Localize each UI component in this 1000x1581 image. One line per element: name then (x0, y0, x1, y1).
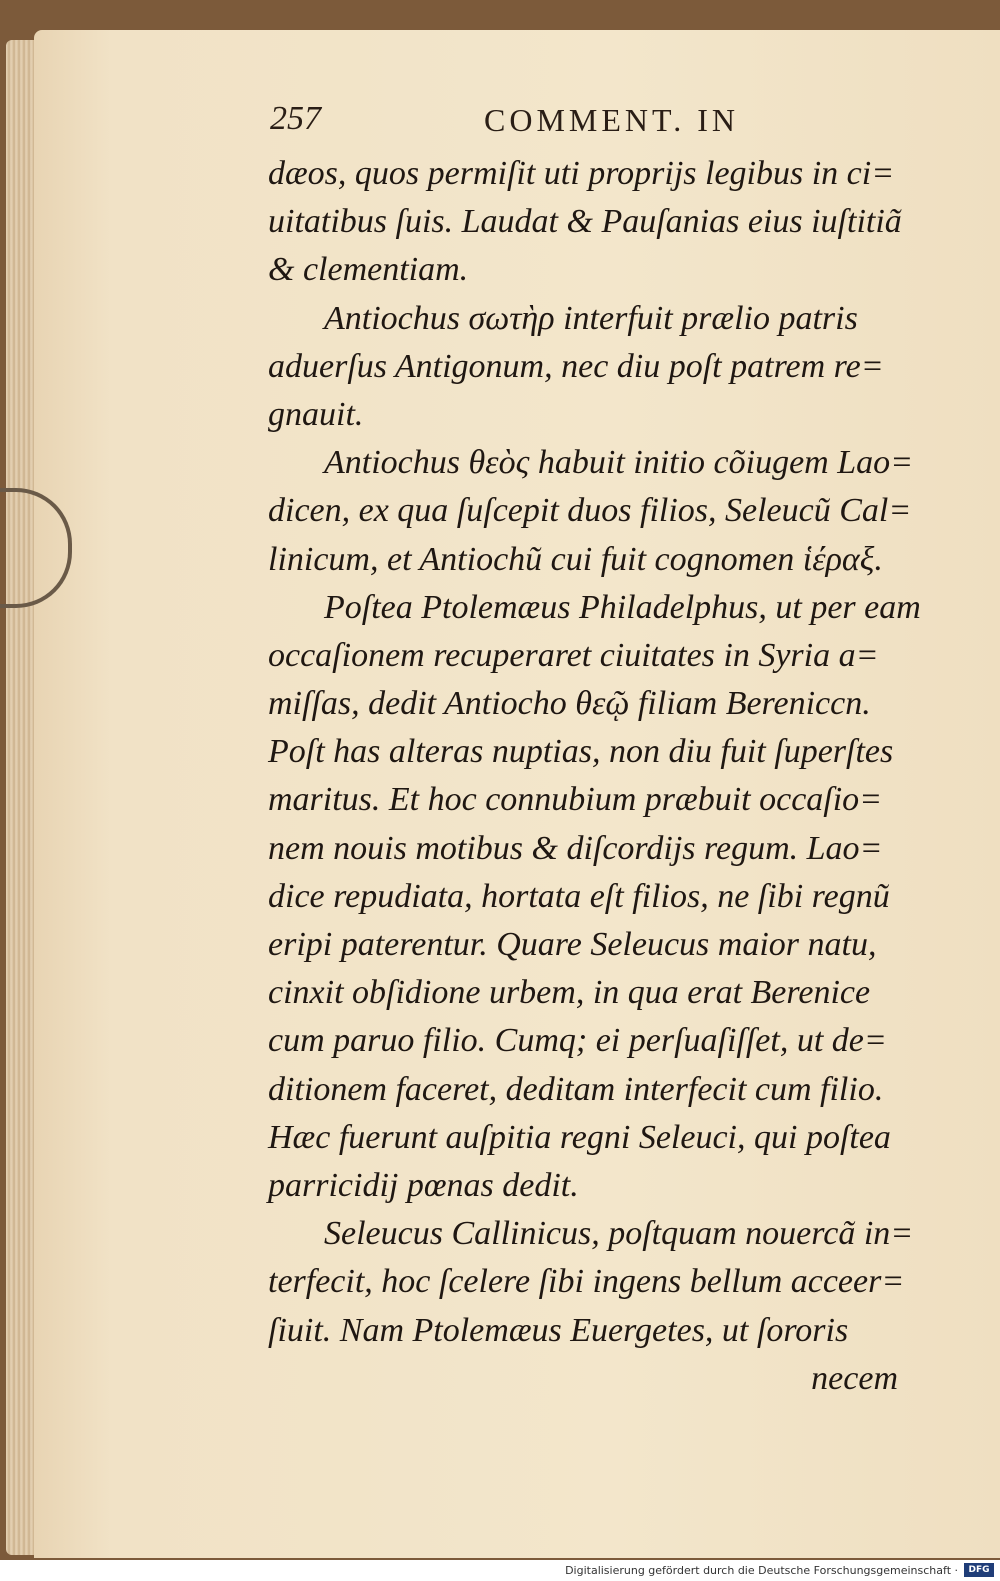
text-line: uitatibus ſuis. Laudat & Pauſanias eius iuſtitiã (268, 203, 902, 241)
text-line: ditionem faceret, deditam interfecit cum filio. (268, 1070, 884, 1108)
text-line: & clementiam. (268, 251, 469, 289)
text-line: ſiuit. Nam Ptolemæus Euergetes, ut ſororis (268, 1311, 849, 1349)
text-line: maritus. Et hoc connubium præbuit occaſio= (268, 781, 883, 819)
text-line: Seleucus Callinicus, poſtquam nouercã in= (324, 1215, 914, 1253)
text-line: Poſtea Ptolemæus Philadelphus, ut per eam (324, 588, 921, 626)
text-line: dice repudiata, hortata eſt filios, ne ſibi regnũ (268, 877, 890, 915)
text-line: cum paruo filio. Cumq; ei perſuaſiſſet, ut de= (268, 1022, 887, 1060)
text-line: Hæc fuerunt auſpitia regni Seleuci, qui poſtea (268, 1118, 891, 1156)
text-line: miſſas, dedit Antiocho θεῷ filiam Bereniccn. (268, 685, 871, 723)
text-line: terfecit, hoc ſcelere ſibi ingens bellum acceer= (268, 1263, 905, 1301)
text-line: Antiochus θεὸς habuit initio cõiugem Lao= (324, 444, 914, 482)
text-line: linicum, et Antiochũ cui fuit cognomen ἱέραξ. (268, 540, 883, 578)
body-text (268, 150, 928, 1403)
text-line: gnauit. (268, 395, 364, 433)
text-line: Poſt has alteras nuptias, non diu fuit ſuperſtes (268, 733, 894, 771)
text-line: dæos, quos permiſit uti proprijs legibus in ci= (268, 155, 895, 192)
text-line: aduerſus Antigonum, nec diu poſt patrem re= (268, 347, 884, 385)
text-line: cinxit obſidione urbem, in qua erat Berenice (268, 974, 871, 1012)
footer-bar (0, 1560, 1000, 1581)
footer-credit: Digitalisierung gefördert durch die Deutsche Forschungsgemeinschaft · (565, 1564, 958, 1577)
folio-number: 257 (270, 100, 321, 137)
text-line: nem nouis motibus & diſcordijs regum. Lao= (268, 829, 883, 867)
dfg-logo: DFG (964, 1563, 994, 1577)
running-title: COMMENT. IN (484, 102, 739, 138)
page-header (270, 100, 910, 140)
text-line: parricidij pœnas dedit. (268, 1166, 579, 1204)
text-line: dicen, ex qua ſuſcepit duos filios, Seleucũ Cal= (268, 492, 912, 530)
text-line: Antiochus σωτὴρ interfuit prælio patris (324, 299, 858, 337)
text-line: occaſionem recuperaret ciuitates in Syria a= (268, 636, 879, 674)
text-line: eripi paterentur. Quare Seleucus maior natu, (268, 926, 877, 963)
catchword: necem (811, 1359, 898, 1397)
